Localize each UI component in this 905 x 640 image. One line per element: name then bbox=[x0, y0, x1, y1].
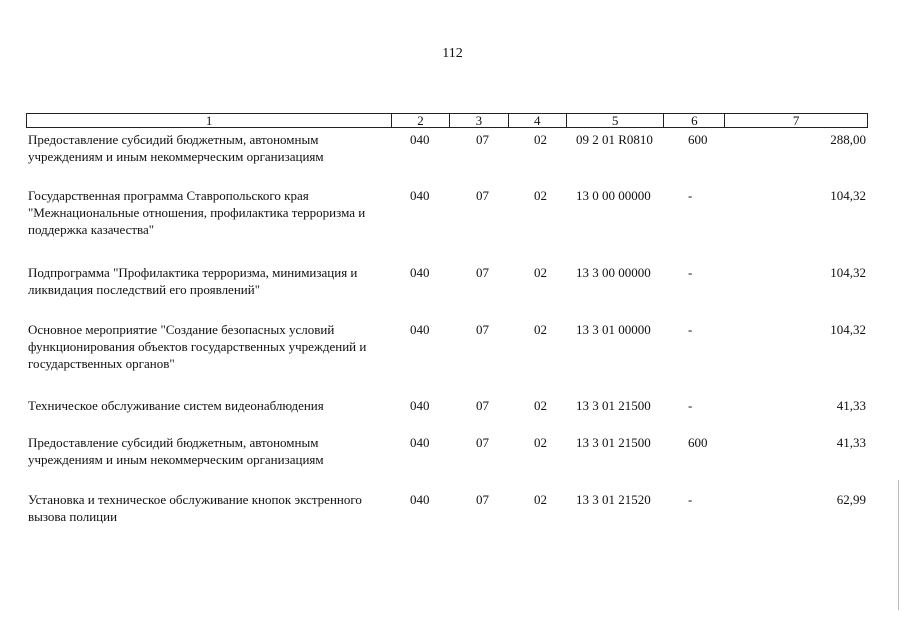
row-code-section: 07 bbox=[476, 188, 489, 203]
row-code-subsection: 02 bbox=[534, 188, 547, 203]
scan-edge-line bbox=[898, 480, 899, 610]
header-cell-4: 4 bbox=[509, 114, 567, 127]
row-code-type: - bbox=[688, 398, 693, 413]
row-name: Техническое обслуживание систем видеонаблюдения bbox=[28, 398, 324, 413]
row-code-section: 07 bbox=[476, 322, 489, 337]
table-header-row bbox=[26, 113, 868, 128]
row-code-subsection: 02 bbox=[534, 492, 547, 507]
row-name: Предоставление субсидий бюджетным, автономным учреждениям и иным некоммерческим организациям bbox=[28, 132, 324, 164]
row-code-ministry: 040 bbox=[410, 132, 430, 147]
row-name: Подпрограмма "Профилактика терроризма, минимизация и ликвидация последствий его проявлений" bbox=[28, 265, 358, 297]
row-code-ministry: 040 bbox=[410, 398, 430, 413]
row-code-type: 600 bbox=[688, 435, 708, 450]
row-code-subsection: 02 bbox=[534, 132, 547, 147]
header-cell-7: 7 bbox=[792, 113, 800, 128]
row-name: Установка и техническое обслуживание кнопок экстренного вызова полиции bbox=[28, 492, 362, 524]
row-code-section: 07 bbox=[476, 492, 489, 507]
row-code-subsection: 02 bbox=[534, 322, 547, 337]
row-code-target: 13 3 00 00000 bbox=[576, 265, 651, 280]
row-amount: 41,33 bbox=[836, 435, 866, 450]
header-cell-5: 5 bbox=[567, 114, 665, 127]
row-code-target: 13 3 01 00000 bbox=[576, 322, 651, 337]
row-code-ministry: 040 bbox=[410, 188, 430, 203]
row-code-target: 13 3 01 21520 bbox=[576, 492, 651, 507]
row-amount: 41,33 bbox=[836, 398, 866, 413]
row-name: Основное мероприятие "Создание безопасных условий функционирования объектов государственных учреждений и государственных органов" bbox=[28, 322, 367, 371]
row-amount: 104,32 bbox=[830, 188, 866, 203]
row-code-subsection: 02 bbox=[534, 398, 547, 413]
row-code-target: 13 0 00 00000 bbox=[576, 188, 651, 203]
row-code-type: - bbox=[688, 492, 693, 507]
header-cell-6: 6 bbox=[664, 114, 725, 127]
row-amount: 62,99 bbox=[836, 492, 866, 507]
row-code-type: - bbox=[688, 265, 693, 280]
row-code-type: - bbox=[688, 188, 693, 203]
row-code-target: 13 3 01 21500 bbox=[576, 435, 651, 450]
header-cell-2: 2 bbox=[392, 114, 450, 127]
row-code-subsection: 02 bbox=[534, 435, 547, 450]
row-code-section: 07 bbox=[476, 265, 489, 280]
row-code-subsection: 02 bbox=[534, 265, 547, 280]
row-amount: 104,32 bbox=[830, 265, 866, 280]
row-code-ministry: 040 bbox=[410, 435, 430, 450]
row-code-type: - bbox=[688, 322, 693, 337]
header-cell-1: 1 bbox=[27, 114, 392, 127]
page-number: 112 bbox=[442, 46, 463, 61]
row-code-target: 09 2 01 R0810 bbox=[576, 132, 653, 147]
row-code-section: 07 bbox=[476, 132, 489, 147]
row-code-ministry: 040 bbox=[410, 265, 430, 280]
row-amount: 104,32 bbox=[830, 322, 866, 337]
row-code-target: 13 3 01 21500 bbox=[576, 398, 651, 413]
row-name: Государственная программа Ставропольского края "Межнациональные отношения, профилактика терроризма и поддержка казачества" bbox=[28, 188, 366, 237]
row-name: Предоставление субсидий бюджетным, автономным учреждениям и иным некоммерческим организациям bbox=[28, 435, 324, 467]
row-code-section: 07 bbox=[476, 435, 489, 450]
row-code-type: 600 bbox=[688, 132, 708, 147]
header-cell-3: 3 bbox=[450, 114, 509, 127]
row-amount: 288,00 bbox=[830, 132, 866, 147]
row-code-ministry: 040 bbox=[410, 492, 430, 507]
row-code-ministry: 040 bbox=[410, 322, 430, 337]
row-code-section: 07 bbox=[476, 398, 489, 413]
